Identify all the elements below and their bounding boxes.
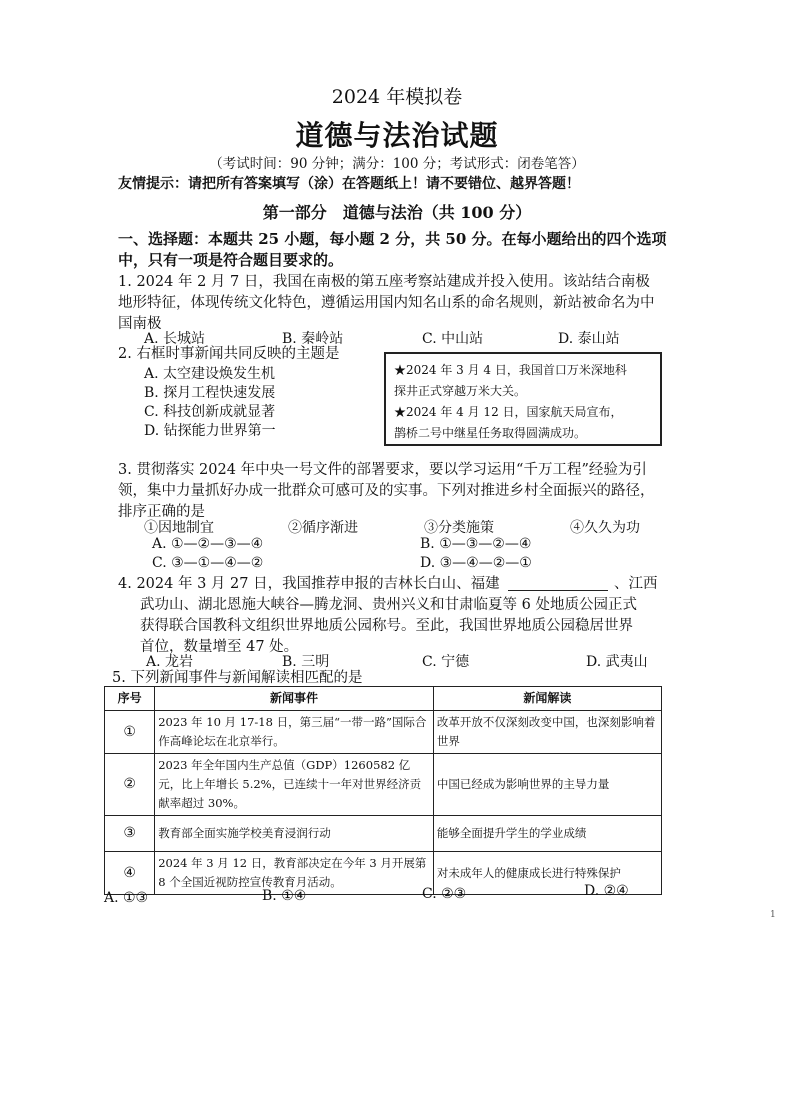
q4-option-c: C. 宁德	[422, 654, 470, 670]
table-header-row	[105, 687, 662, 711]
q1-option-a: A. 长城站	[144, 331, 206, 347]
question-4-line-3: 获得联合国教科文组织世界地质公园称号。至此，我国世界地质公园稳居世界	[140, 618, 633, 634]
question-4-line-2: 武功山、湖北恩施大峡谷—腾龙洞、贵州兴义和甘肃临夏等 6 处地质公园正式	[140, 597, 637, 613]
q2-news-box	[384, 352, 662, 446]
column-header-interpretation: 新闻解读	[433, 687, 661, 711]
friendly-tip: 友情提示：请把所有答案填写（涂）在答题纸上！请不要错位、越界答题！	[118, 176, 580, 192]
question-1-stem: 1. 2024 年 2 月 7 日，我国在南极的第五座考察站建成并投入使用。该站结合南极地形特征，体现传统文化特色，遵循运用国内知名山系的命名规则，新站被命名为中国南极	[118, 274, 655, 332]
part-one-title: 第一部分 道德与法治（共 100 分）	[262, 203, 532, 222]
row-event: 2023 年全年国内生产总值（GDP）1260582 亿元，比上年增长 5.2%，已连续十一年对世界经济贡献率超过 30%。	[155, 754, 434, 816]
q2-option-d: D. 钻探能力世界第一	[144, 423, 276, 439]
table-row	[105, 754, 662, 816]
row-number: ②	[105, 754, 155, 816]
q4-option-d: D. 武夷山	[586, 654, 648, 670]
column-header-event: 新闻事件	[155, 687, 434, 711]
question-4-line-1-end: 、江西	[614, 576, 658, 592]
row-number: ③	[105, 816, 155, 852]
q1-option-c: C. 中山站	[422, 331, 484, 347]
row-event: 2023 年 10 月 17-18 日，第三届“一带一路”国际合作高峰论坛在北京举行。	[155, 711, 434, 754]
row-event: 2024 年 3 月 12 日，教育部决定在今年 3 月开展第 8 个全国近视防控宣传教育月活动。	[155, 852, 434, 895]
news-box-line: ★2024 年 4 月 12 日，国家航天局宣布，	[394, 405, 623, 419]
q3-option-b: B. ①—③—②—④	[420, 536, 532, 552]
q3-item-2: ②循序渐进	[288, 520, 358, 536]
q3-option-d: D. ③—④—②—①	[420, 555, 532, 571]
q5-option-d: D. ②④	[584, 883, 629, 899]
q5-option-b: B. ①④	[262, 888, 307, 904]
row-event: 教育部全面实施学校美育浸润行动	[155, 816, 434, 852]
q4-answer-blank	[508, 590, 608, 591]
row-interpretation: 改革开放不仅深刻改变中国，也深刻影响着世界	[433, 711, 661, 754]
table-row	[105, 711, 662, 754]
question-5-stem: 5. 下列新闻事件与新闻解读相匹配的是	[112, 670, 363, 686]
q1-option-d: D. 泰山站	[558, 331, 620, 347]
q3-item-4: ④久久为功	[570, 520, 640, 536]
table-row	[105, 852, 662, 895]
q3-item-1: ①因地制宜	[144, 520, 214, 536]
question-2-stem: 2. 右框时事新闻共同反映的主题是	[118, 346, 340, 362]
row-number: ①	[105, 711, 155, 754]
row-interpretation: 对未成年人的健康成长进行特殊保护	[433, 852, 661, 895]
q3-item-3: ③分类施策	[424, 520, 494, 536]
q5-option-a: A. ①③	[104, 890, 149, 906]
q2-option-c: C. 科技创新成就显著	[144, 404, 276, 420]
question-4-line-1: 4. 2024 年 3 月 27 日，我国推荐申报的吉林长白山、福建	[118, 576, 500, 592]
column-header-number: 序号	[105, 687, 155, 711]
row-number: ④	[105, 852, 155, 895]
section-one-title: 一、选择题：本题共 25 小题，每小题 2 分，共 50 分。在每小题给出的四个选项中，只有一项是符合题目要求的。	[118, 230, 667, 269]
q1-option-b: B. 秦岭站	[282, 331, 344, 347]
q4-option-a: A. 龙岩	[146, 654, 194, 670]
question-3-stem: 3. 贯彻落实 2024 年中央一号文件的部署要求，要以学习运用“千万工程”经验为引领，集中力量抓好办成一批群众可感可及的实事。下列对推进乡村全面振兴的路径，排序正确的是	[118, 462, 655, 520]
q3-option-a: A. ①—②—③—④	[152, 536, 264, 552]
table-row	[105, 816, 662, 852]
q5-option-c: C. ②③	[422, 886, 467, 902]
q4-option-b: B. 三明	[282, 654, 330, 670]
news-box-line: 鹊桥二号中继星任务取得圆满成功。	[394, 426, 587, 440]
news-box-line: 探井正式穿越万米大关。	[394, 384, 527, 398]
row-interpretation: 中国已经成为影响世界的主导力量	[433, 754, 661, 816]
q5-news-table	[104, 686, 662, 895]
exam-subject-title: 道德与法治试题	[295, 119, 499, 152]
q3-option-c: C. ③—①—④—②	[152, 555, 264, 571]
q2-option-b: B. 探月工程快速发展	[144, 385, 276, 401]
exam-info: （考试时间：90 分钟；满分：100 分；考试形式：闭卷笔答）	[209, 156, 585, 172]
news-box-line: ★2024 年 3 月 4 日，我国首口万米深地科	[394, 363, 627, 377]
question-4-line-4: 首位，数量增至 47 处。	[140, 639, 299, 655]
exam-series-title: 2024 年模拟卷	[331, 86, 463, 108]
page-number: 1	[770, 910, 776, 920]
q2-option-a: A. 太空建设焕发生机	[144, 366, 276, 382]
row-interpretation: 能够全面提升学生的学业成绩	[433, 816, 661, 852]
